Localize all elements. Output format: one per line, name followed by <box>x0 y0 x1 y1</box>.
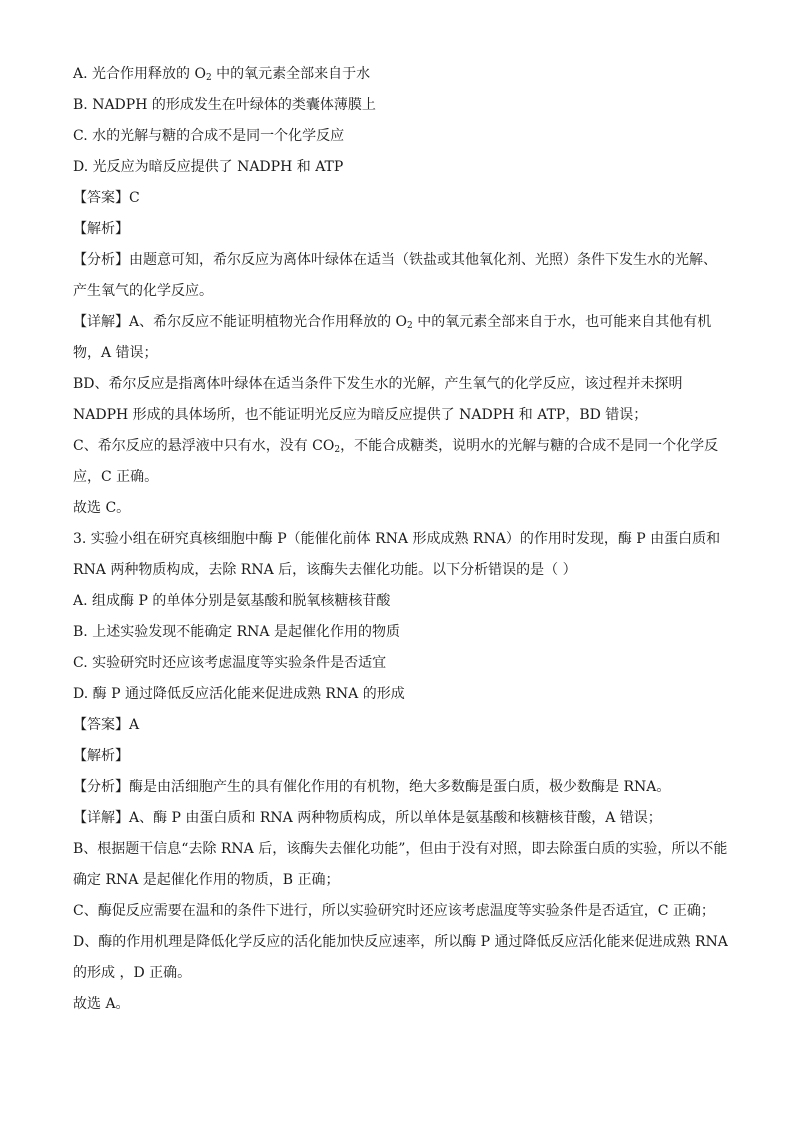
q3-stem-line-1: 3. 实验小组在研究真核细胞中酶 P（能催化前体 RNA 形成成熟 RNA）的作用时发现，酶 P 由蛋白质和 <box>73 531 721 547</box>
q3-analysis: 【分析】酶是由活细胞产生的具有催化作用的有机物，绝大多数酶是蛋白质，极少数酶是 RNA。 <box>73 779 671 795</box>
q2-answer: 【答案】C <box>73 190 140 206</box>
q3-option-c: C. 实验研究时还应该考虑温度等实验条件是否适宜 <box>73 655 387 671</box>
q3-detail-d-line-2: 的形成 ，D 正确。 <box>73 965 192 981</box>
q3-detail-b-line-2: 确定 RNA 是起催化作用的物质，B 正确； <box>73 872 340 888</box>
q2-analysis-line-2: 产生氧气的化学反应。 <box>73 283 213 299</box>
q3-explanation-heading: 【解析】 <box>73 748 129 764</box>
q2-option-d: D. 光反应为暗反应提供了 NADPH 和 ATP <box>73 159 344 175</box>
q3-option-a: A. 组成酶 P 的单体分别是氨基酸和脱氧核糖核苷酸 <box>73 593 391 609</box>
q2-detail-a-line-1: 【详解】A、希尔反应不能证明植物光合作用释放的 $O_2$ 中的氧元素全部来自于水，也可能来自其他有机 <box>73 314 712 331</box>
q2-option-b: B. NADPH 的形成发生在叶绿体的类囊体薄膜上 <box>73 97 376 113</box>
q3-option-d: D. 酶 P 通过降低反应活化能来促进成熟 RNA 的形成 <box>73 686 405 702</box>
q3-detail-b-line-1: B、根据题干信息“去除 RNA 后，该酶失去催化功能”，但由于没有对照，即去除蛋白质的实验，所以不能 <box>73 841 728 857</box>
q3-detail-d-line-1: D、酶的作用机理是降低化学反应的活化能加快反应速率，所以酶 P 通过降低反应活化能来促进成熟 RNA <box>73 934 728 950</box>
q2-detail-c-line-2: 应，C 正确。 <box>73 469 159 485</box>
q2-explanation-heading: 【解析】 <box>73 221 129 237</box>
q2-option-a: A. 光合作用释放的 $O_2$ 中的氧元素全部来自于水 <box>73 66 371 83</box>
q2-detail-c-line-1: C、希尔反应的悬浮液中只有水，没有 $CO_2$，不能合成糖类，说明水的光解与糖的合成不是同一个化学反 <box>73 438 719 455</box>
q3-option-b: B. 上述实验发现不能确定 RNA 是起催化作用的物质 <box>73 624 400 640</box>
q3-answer: 【答案】A <box>73 717 140 733</box>
q2-detail-bd-line-1: BD、希尔反应是指离体叶绿体在适当条件下发生水的光解，产生氧气的化学反应，该过程并未探明 <box>73 376 683 392</box>
q2-detail-a-line-2: 物，A 错误； <box>73 345 158 361</box>
q3-detail-c: C、酶促反应需要在温和的条件下进行，所以实验研究时还应该考虑温度等实验条件是否适宜，C 正确； <box>73 903 715 919</box>
q2-option-c: C. 水的光解与糖的合成不是同一个化学反应 <box>73 128 345 144</box>
q3-conclusion: 故选 A。 <box>73 996 130 1012</box>
q2-detail-bd-line-2: NADPH 形成的具体场所，也不能证明光反应为暗反应提供了 NADPH 和 ATP，BD 错误； <box>73 407 648 423</box>
q2-analysis-line-1: 【分析】由题意可知，希尔反应为离体叶绿体在适当（铁盐或其他氧化剂、光照）条件下发生水的光解、 <box>73 252 717 268</box>
document-page <box>73 64 728 1025</box>
q3-detail-a: 【详解】A、酶 P 由蛋白质和 RNA 两种物质构成，所以单体是氨基酸和核糖核苷酸，A 错误； <box>73 810 662 826</box>
q3-stem-line-2: RNA 两种物质构成，去除 RNA 后，该酶失去催化功能。以下分析错误的是（ ） <box>73 562 577 578</box>
q2-conclusion: 故选 C。 <box>73 500 131 516</box>
